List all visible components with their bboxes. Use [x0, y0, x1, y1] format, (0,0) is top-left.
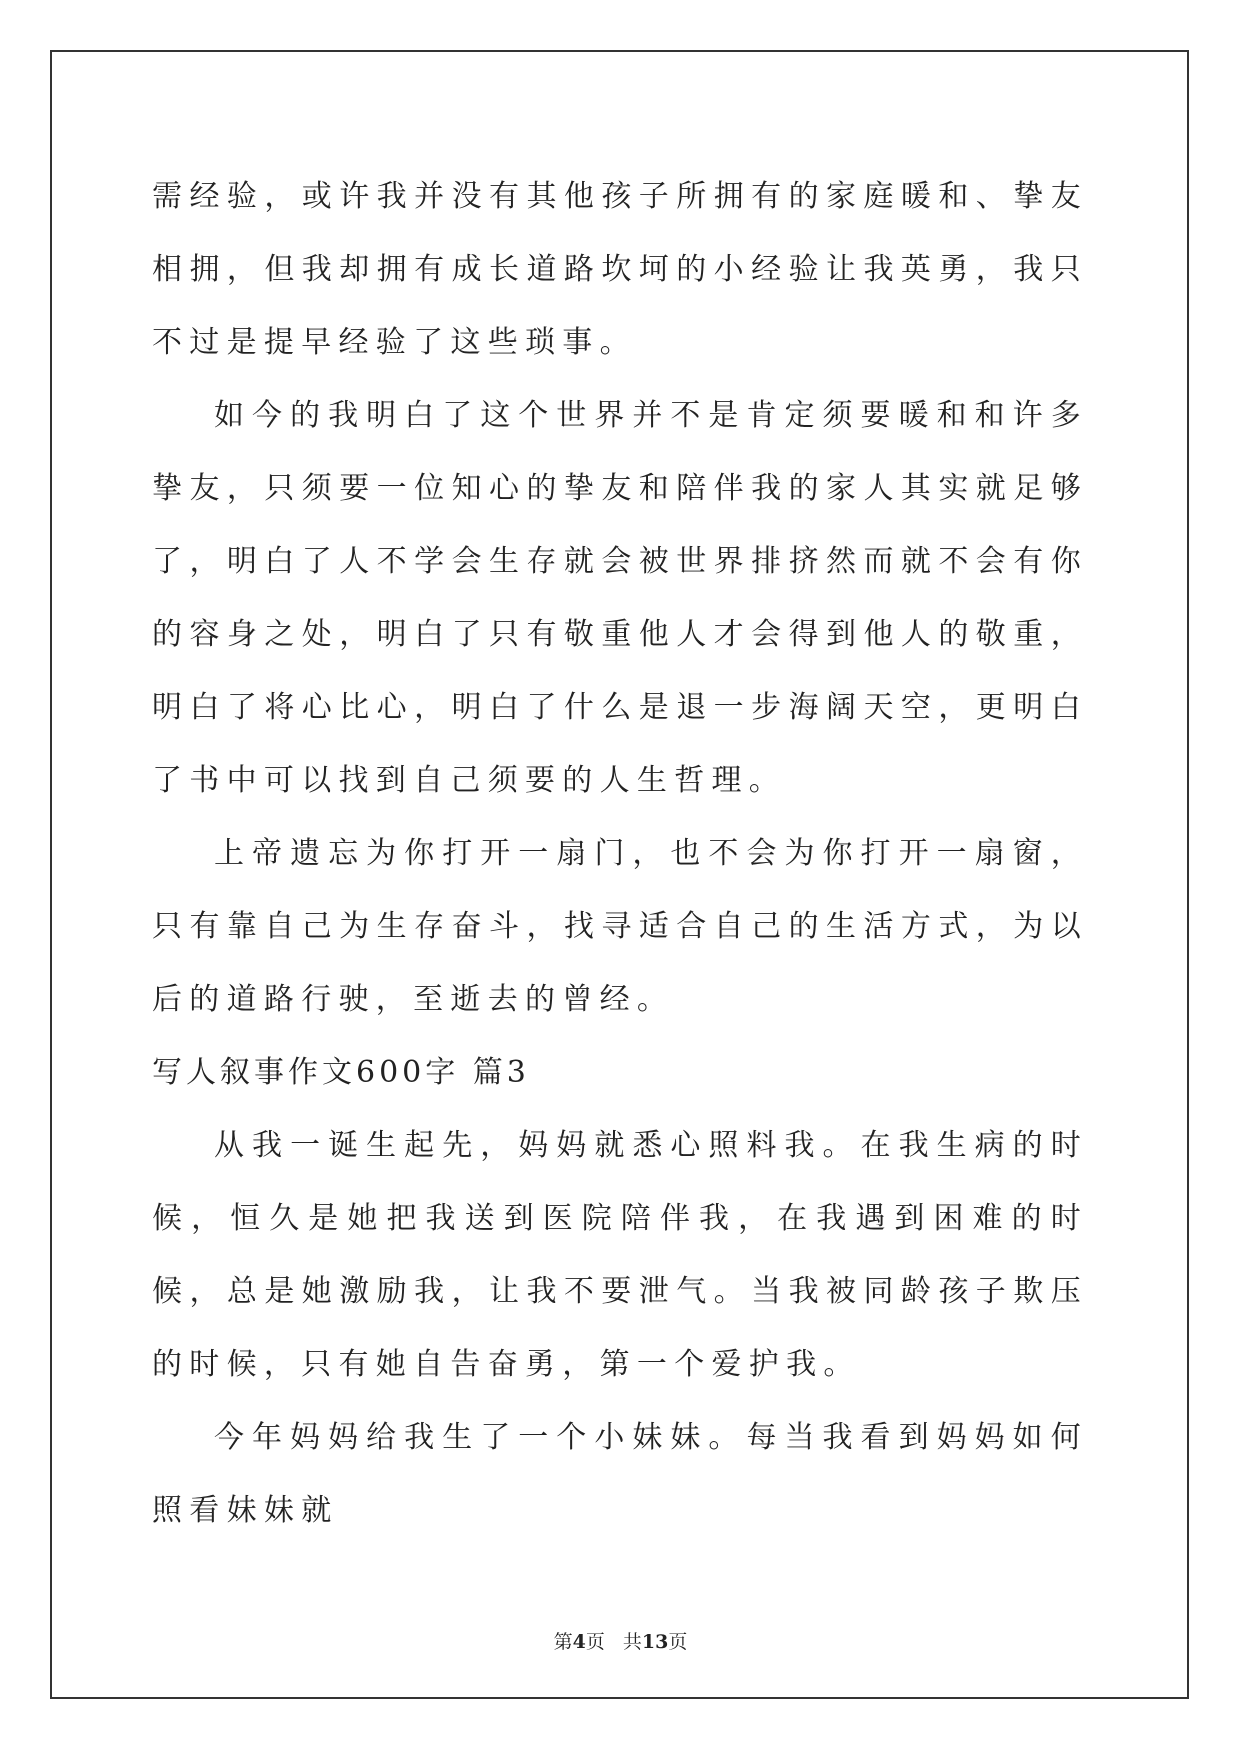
paragraph-2: 如今的我明白了这个世界并不是肯定须要暖和和许多挚友，只须要一位知心的挚友和陪伴我的家人其实就足够了，明白了人不学会生存就会被世界排挤然而就不会有你的容身之处，明白了只有敬重他人才会得到他人的敬重，明白了将心比心，明白了什么是退一步海阔天空，更明白了书中可以找到自己须要的人生哲理。	[152, 398, 1088, 798]
footer-page-word: 页	[585, 1631, 605, 1653]
paragraph-5: 今年妈妈给我生了一个小妹妹。每当我看到妈妈如何照看妹妹就	[152, 1420, 1088, 1528]
document-body	[152, 160, 1088, 1547]
footer-total-prefix: 共	[622, 1631, 642, 1653]
paragraph-1: 需经验，或许我并没有其他孩子所拥有的家庭暖和、挚友相拥，但我却拥有成长道路坎坷的小经验让我英勇，我只不过是提早经验了这些琐事。	[152, 179, 1088, 360]
total-pages-number: 13	[641, 1631, 669, 1653]
current-page-number: 4	[572, 1631, 586, 1653]
paragraph-4: 从我一诞生起先，妈妈就悉心照料我。在我生病的时候，恒久是她把我送到医院陪伴我，在我遇到困难的时候，总是她激励我，让我不要泄气。当我被同龄孩子欺压的时候，只有她自告奋勇，第一个爱护我。	[152, 1128, 1088, 1382]
page-footer	[0, 1627, 1241, 1654]
section-heading: 写人叙事作文600字 篇3	[152, 1055, 530, 1090]
paragraph-3: 上帝遗忘为你打开一扇门，也不会为你打开一扇窗，只有靠自己为生存奋斗，找寻适合自己的生活方式，为以后的道路行驶，至逝去的曾经。	[152, 836, 1088, 1017]
footer-total-suffix: 页	[668, 1631, 688, 1653]
footer-prefix: 第	[553, 1631, 573, 1653]
